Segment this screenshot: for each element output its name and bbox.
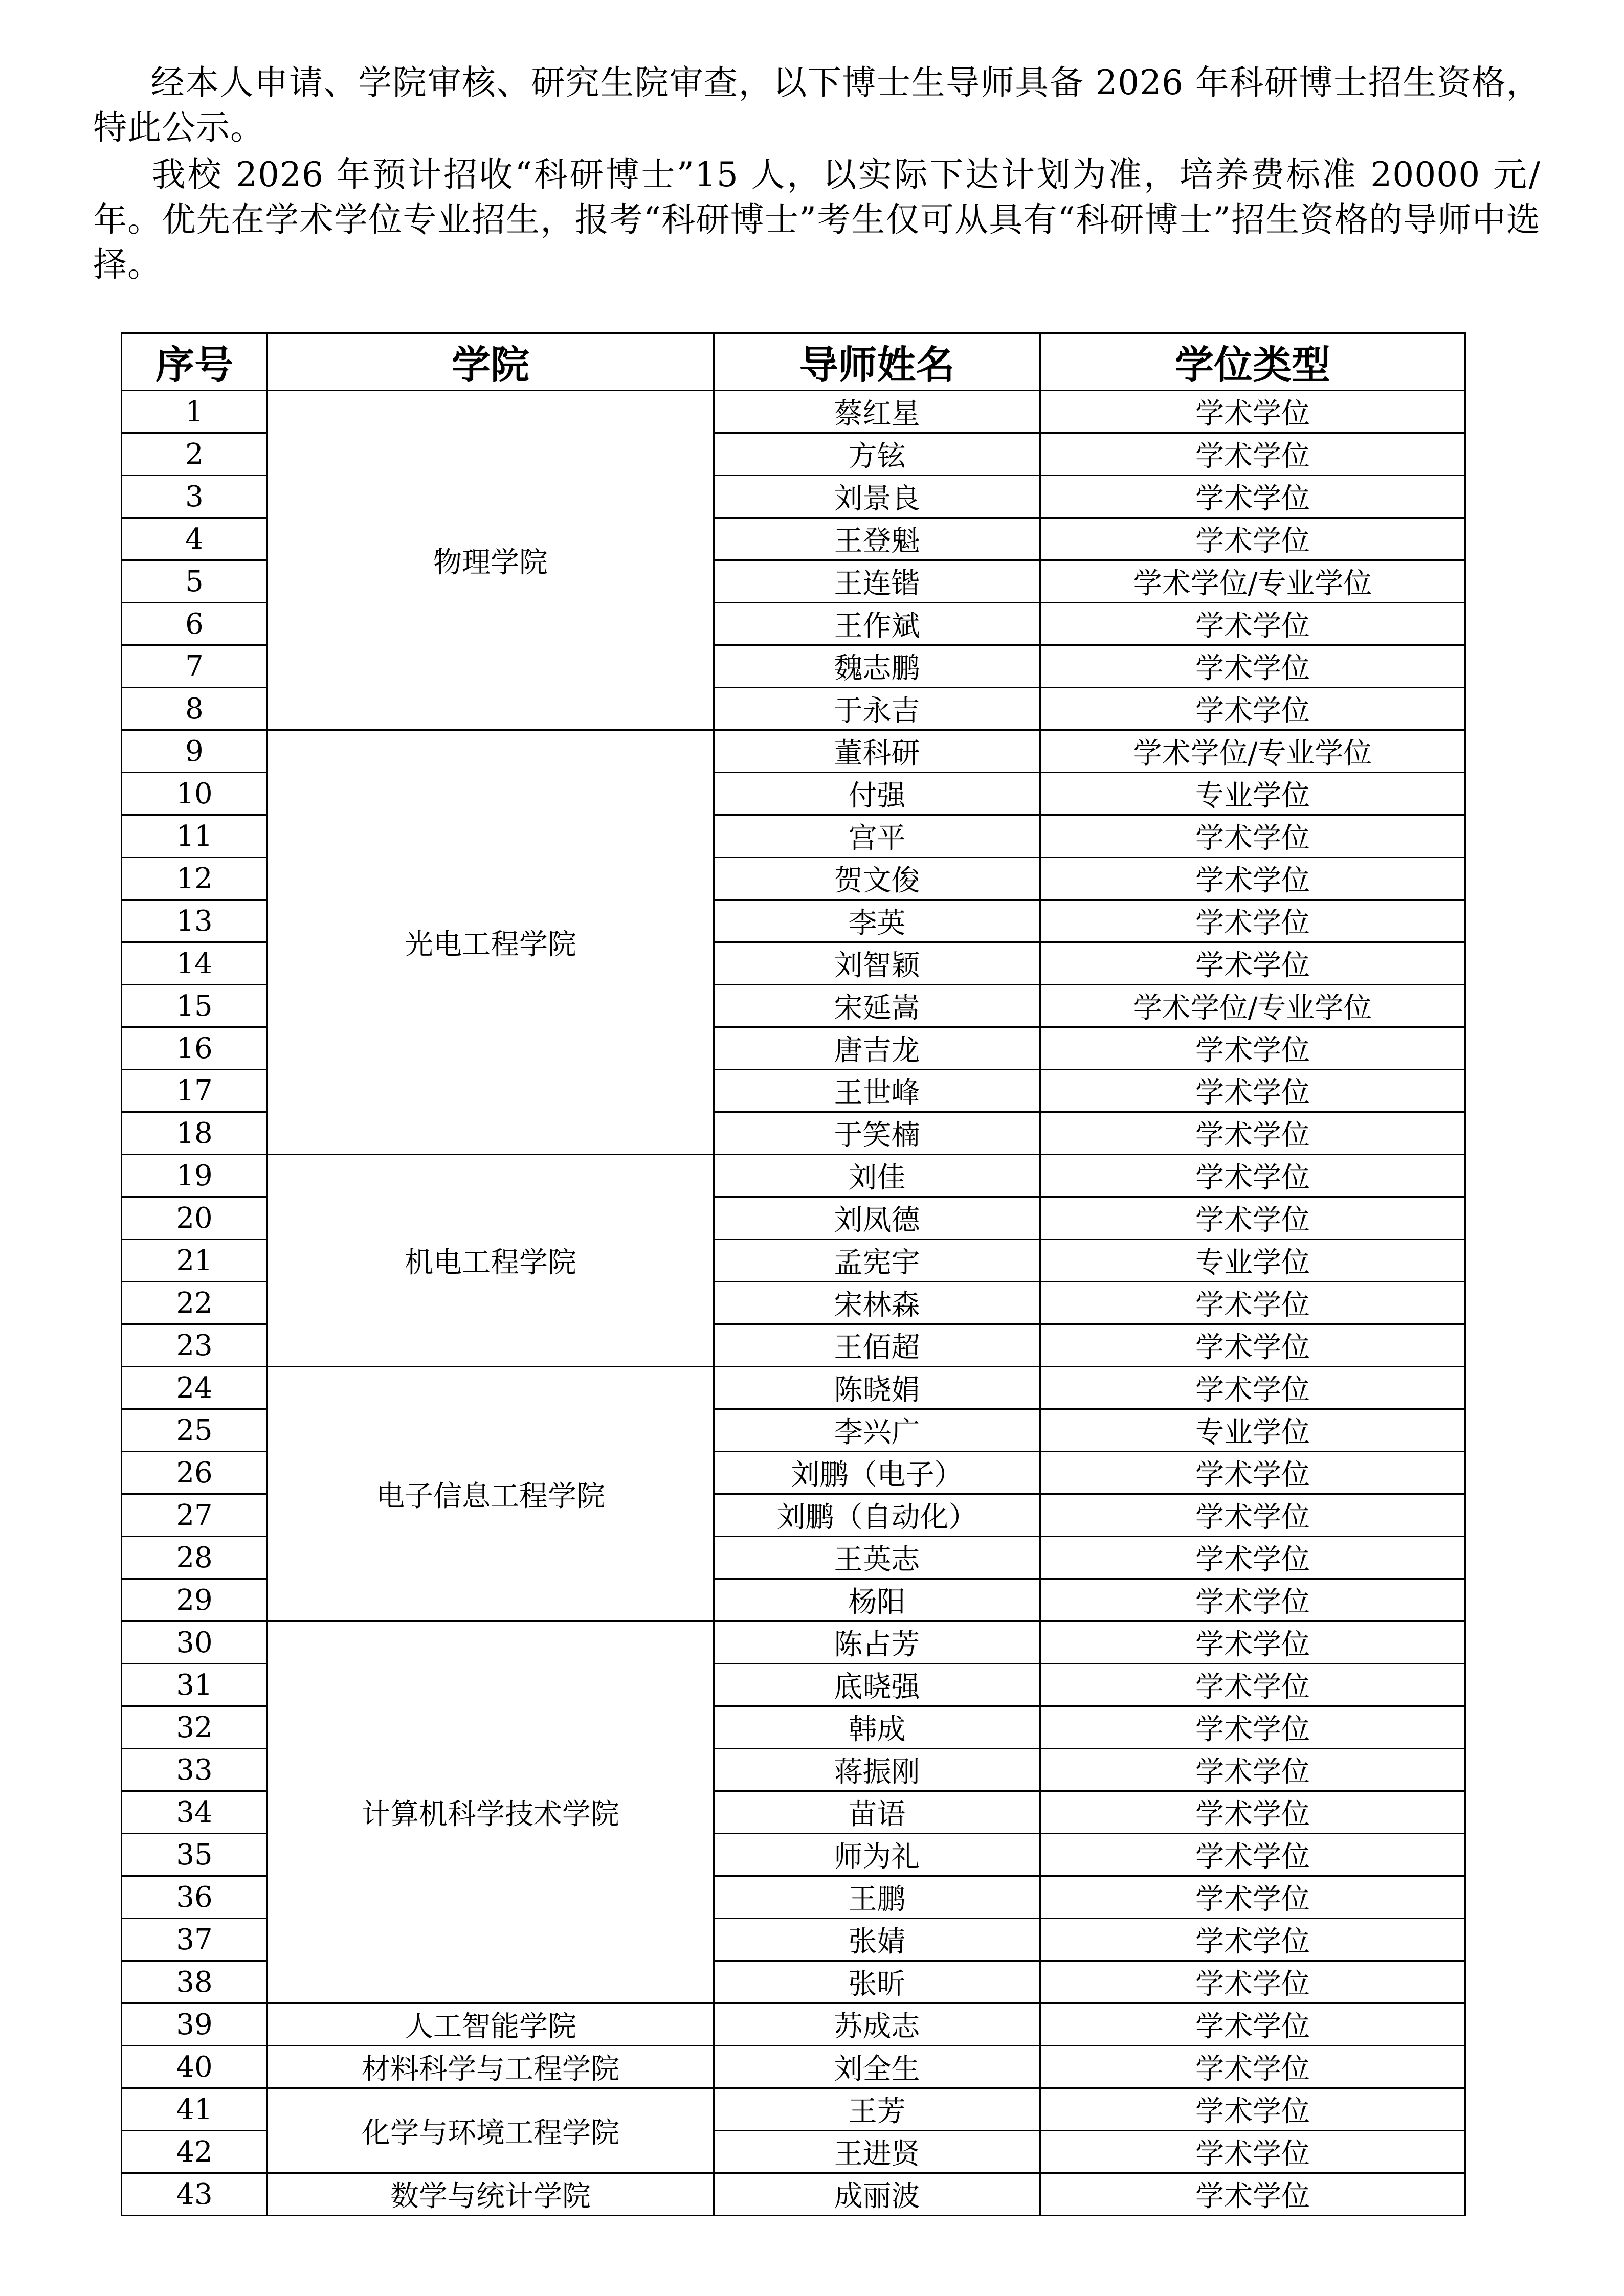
supervisor-name: 刘全生 [714, 2046, 1040, 2088]
supervisor-name: 宋林森 [714, 1282, 1040, 1324]
row-number: 21 [122, 1240, 268, 1282]
row-number: 30 [122, 1622, 268, 1664]
supervisor-name: 李兴广 [714, 1409, 1040, 1452]
degree-type: 学术学位 [1040, 603, 1465, 645]
supervisor-name: 王作斌 [714, 603, 1040, 645]
supervisor-name: 贺文俊 [714, 858, 1040, 900]
row-number: 33 [122, 1749, 268, 1791]
table-row [122, 2173, 1465, 2216]
supervisor-name: 王连锴 [714, 560, 1040, 603]
degree-type: 学术学位 [1040, 1070, 1465, 1112]
supervisor-name: 王英志 [714, 1537, 1040, 1579]
header-degree-type: 学位类型 [1040, 333, 1465, 391]
supervisor-name: 杨阳 [714, 1579, 1040, 1622]
degree-type: 学术学位 [1040, 2088, 1465, 2131]
college-cell: 材料科学与工程学院 [268, 2046, 714, 2088]
row-number: 18 [122, 1112, 268, 1155]
supervisor-name: 张昕 [714, 1961, 1040, 2004]
college-cell: 计算机科学技术学院 [268, 1622, 714, 2004]
supervisor-name: 于笑楠 [714, 1112, 1040, 1155]
degree-type: 学术学位 [1040, 1155, 1465, 1197]
intro-paragraph-1 [93, 60, 1541, 150]
supervisor-name: 底晓强 [714, 1664, 1040, 1706]
table-row [122, 2046, 1465, 2088]
row-number: 8 [122, 688, 268, 730]
row-number: 35 [122, 1834, 268, 1876]
degree-type: 学术学位 [1040, 1112, 1465, 1155]
supervisor-name: 刘凤德 [714, 1197, 1040, 1240]
supervisor-name: 成丽波 [714, 2173, 1040, 2216]
header-college: 学院 [268, 333, 714, 391]
intro-paragraph-1-text: 经本人申请、学院审核、研究生院审查，以下博士生导师具备 2026 年科研博士招生资格，特此公示。 [93, 63, 1541, 147]
college-cell: 化学与环境工程学院 [268, 2088, 714, 2173]
degree-type: 学术学位 [1040, 391, 1465, 433]
supervisor-name: 王世峰 [714, 1070, 1040, 1112]
degree-type: 专业学位 [1040, 1409, 1465, 1452]
degree-type: 学术学位 [1040, 433, 1465, 476]
degree-type: 学术学位 [1040, 2046, 1465, 2088]
row-number: 27 [122, 1494, 268, 1537]
row-number: 20 [122, 1197, 268, 1240]
supervisor-name: 付强 [714, 773, 1040, 815]
degree-type: 学术学位 [1040, 1027, 1465, 1070]
degree-type: 学术学位 [1040, 815, 1465, 858]
college-cell: 数学与统计学院 [268, 2173, 714, 2216]
supervisor-name: 刘鹏（自动化） [714, 1494, 1040, 1537]
degree-type: 专业学位 [1040, 1240, 1465, 1282]
supervisor-name: 王登魁 [714, 518, 1040, 560]
degree-type: 学术学位 [1040, 1919, 1465, 1961]
row-number: 31 [122, 1664, 268, 1706]
supervisor-name: 唐吉龙 [714, 1027, 1040, 1070]
degree-type: 学术学位/专业学位 [1040, 730, 1465, 773]
degree-type: 学术学位 [1040, 688, 1465, 730]
degree-type: 学术学位 [1040, 1494, 1465, 1537]
degree-type: 学术学位/专业学位 [1040, 560, 1465, 603]
supervisor-name: 李英 [714, 900, 1040, 942]
degree-type: 学术学位 [1040, 1282, 1465, 1324]
row-number: 19 [122, 1155, 268, 1197]
degree-type: 学术学位 [1040, 645, 1465, 688]
row-number: 7 [122, 645, 268, 688]
row-number: 11 [122, 815, 268, 858]
supervisor-name: 魏志鹏 [714, 645, 1040, 688]
row-number: 41 [122, 2088, 268, 2131]
supervisor-name: 方铉 [714, 433, 1040, 476]
supervisor-name: 王芳 [714, 2088, 1040, 2131]
row-number: 10 [122, 773, 268, 815]
degree-type: 学术学位 [1040, 1579, 1465, 1622]
supervisor-name: 张婧 [714, 1919, 1040, 1961]
row-number: 39 [122, 2004, 268, 2046]
degree-type: 学术学位 [1040, 2004, 1465, 2046]
row-number: 12 [122, 858, 268, 900]
college-cell: 人工智能学院 [268, 2004, 714, 2046]
supervisor-name: 苏成志 [714, 2004, 1040, 2046]
degree-type: 学术学位 [1040, 1706, 1465, 1749]
degree-type: 学术学位 [1040, 1961, 1465, 2004]
intro-paragraph-2 [93, 152, 1541, 287]
degree-type: 学术学位 [1040, 1834, 1465, 1876]
row-number: 40 [122, 2046, 268, 2088]
supervisor-name: 刘景良 [714, 476, 1040, 518]
degree-type: 学术学位 [1040, 1664, 1465, 1706]
table-row [122, 730, 1465, 773]
row-number: 42 [122, 2131, 268, 2173]
table-header-row [122, 333, 1465, 391]
table-row [122, 1155, 1465, 1197]
supervisor-name: 董科研 [714, 730, 1040, 773]
row-number: 15 [122, 985, 268, 1027]
supervisor-name: 刘智颖 [714, 942, 1040, 985]
supervisor-name: 于永吉 [714, 688, 1040, 730]
row-number: 17 [122, 1070, 268, 1112]
supervisor-name: 王鹏 [714, 1876, 1040, 1919]
row-number: 23 [122, 1324, 268, 1367]
row-number: 43 [122, 2173, 268, 2216]
header-supervisor-name: 导师姓名 [714, 333, 1040, 391]
supervisor-name: 韩成 [714, 1706, 1040, 1749]
row-number: 37 [122, 1919, 268, 1961]
degree-type: 学术学位 [1040, 900, 1465, 942]
degree-type: 学术学位 [1040, 858, 1465, 900]
college-cell: 电子信息工程学院 [268, 1367, 714, 1622]
row-number: 6 [122, 603, 268, 645]
degree-type: 学术学位 [1040, 1622, 1465, 1664]
supervisor-name: 刘鹏（电子） [714, 1452, 1040, 1494]
row-number: 3 [122, 476, 268, 518]
degree-type: 学术学位 [1040, 1324, 1465, 1367]
degree-type: 学术学位 [1040, 518, 1465, 560]
supervisor-name: 王佰超 [714, 1324, 1040, 1367]
supervisor-name: 陈晓娟 [714, 1367, 1040, 1409]
degree-type: 学术学位 [1040, 1367, 1465, 1409]
degree-type: 学术学位/专业学位 [1040, 985, 1465, 1027]
degree-type: 学术学位 [1040, 1876, 1465, 1919]
row-number: 2 [122, 433, 268, 476]
row-number: 9 [122, 730, 268, 773]
table-row [122, 1622, 1465, 1664]
row-number: 24 [122, 1367, 268, 1409]
degree-type: 学术学位 [1040, 942, 1465, 985]
supervisor-name: 宫平 [714, 815, 1040, 858]
degree-type: 专业学位 [1040, 773, 1465, 815]
degree-type: 学术学位 [1040, 2173, 1465, 2216]
table-row [122, 2004, 1465, 2046]
header-number: 序号 [122, 333, 268, 391]
college-cell: 机电工程学院 [268, 1155, 714, 1367]
supervisor-name: 蒋振刚 [714, 1749, 1040, 1791]
college-cell: 光电工程学院 [268, 730, 714, 1155]
row-number: 5 [122, 560, 268, 603]
row-number: 34 [122, 1791, 268, 1834]
table-row [122, 1367, 1465, 1409]
degree-type: 学术学位 [1040, 1197, 1465, 1240]
degree-type: 学术学位 [1040, 2131, 1465, 2173]
supervisor-name: 王进贤 [714, 2131, 1040, 2173]
row-number: 36 [122, 1876, 268, 1919]
row-number: 25 [122, 1409, 268, 1452]
row-number: 1 [122, 391, 268, 433]
row-number: 26 [122, 1452, 268, 1494]
row-number: 13 [122, 900, 268, 942]
degree-type: 学术学位 [1040, 1537, 1465, 1579]
row-number: 28 [122, 1537, 268, 1579]
supervisor-name: 刘佳 [714, 1155, 1040, 1197]
table-row [122, 391, 1465, 433]
supervisor-name: 蔡红星 [714, 391, 1040, 433]
row-number: 38 [122, 1961, 268, 2004]
row-number: 22 [122, 1282, 268, 1324]
supervisor-name: 陈占芳 [714, 1622, 1040, 1664]
table-row [122, 2088, 1465, 2131]
supervisor-name: 师为礼 [714, 1834, 1040, 1876]
supervisor-name: 孟宪宇 [714, 1240, 1040, 1282]
college-cell: 物理学院 [268, 391, 714, 730]
row-number: 16 [122, 1027, 268, 1070]
intro-paragraph-2-text: 我校 2026 年预计招收“科研博士”15 人，以实际下达计划为准，培养费标准 20000 元/年。优先在学术学位专业招生，报考“科研博士”考生仅可从具有“科研博士”招生资格的导师中选择。 [93, 155, 1541, 284]
degree-type: 学术学位 [1040, 1452, 1465, 1494]
degree-type: 学术学位 [1040, 1749, 1465, 1791]
supervisor-table [121, 332, 1466, 2216]
table-body [122, 391, 1465, 2216]
row-number: 29 [122, 1579, 268, 1622]
degree-type: 学术学位 [1040, 476, 1465, 518]
row-number: 32 [122, 1706, 268, 1749]
row-number: 14 [122, 942, 268, 985]
supervisor-name: 苗语 [714, 1791, 1040, 1834]
degree-type: 学术学位 [1040, 1791, 1465, 1834]
supervisor-name: 宋延嵩 [714, 985, 1040, 1027]
row-number: 4 [122, 518, 268, 560]
